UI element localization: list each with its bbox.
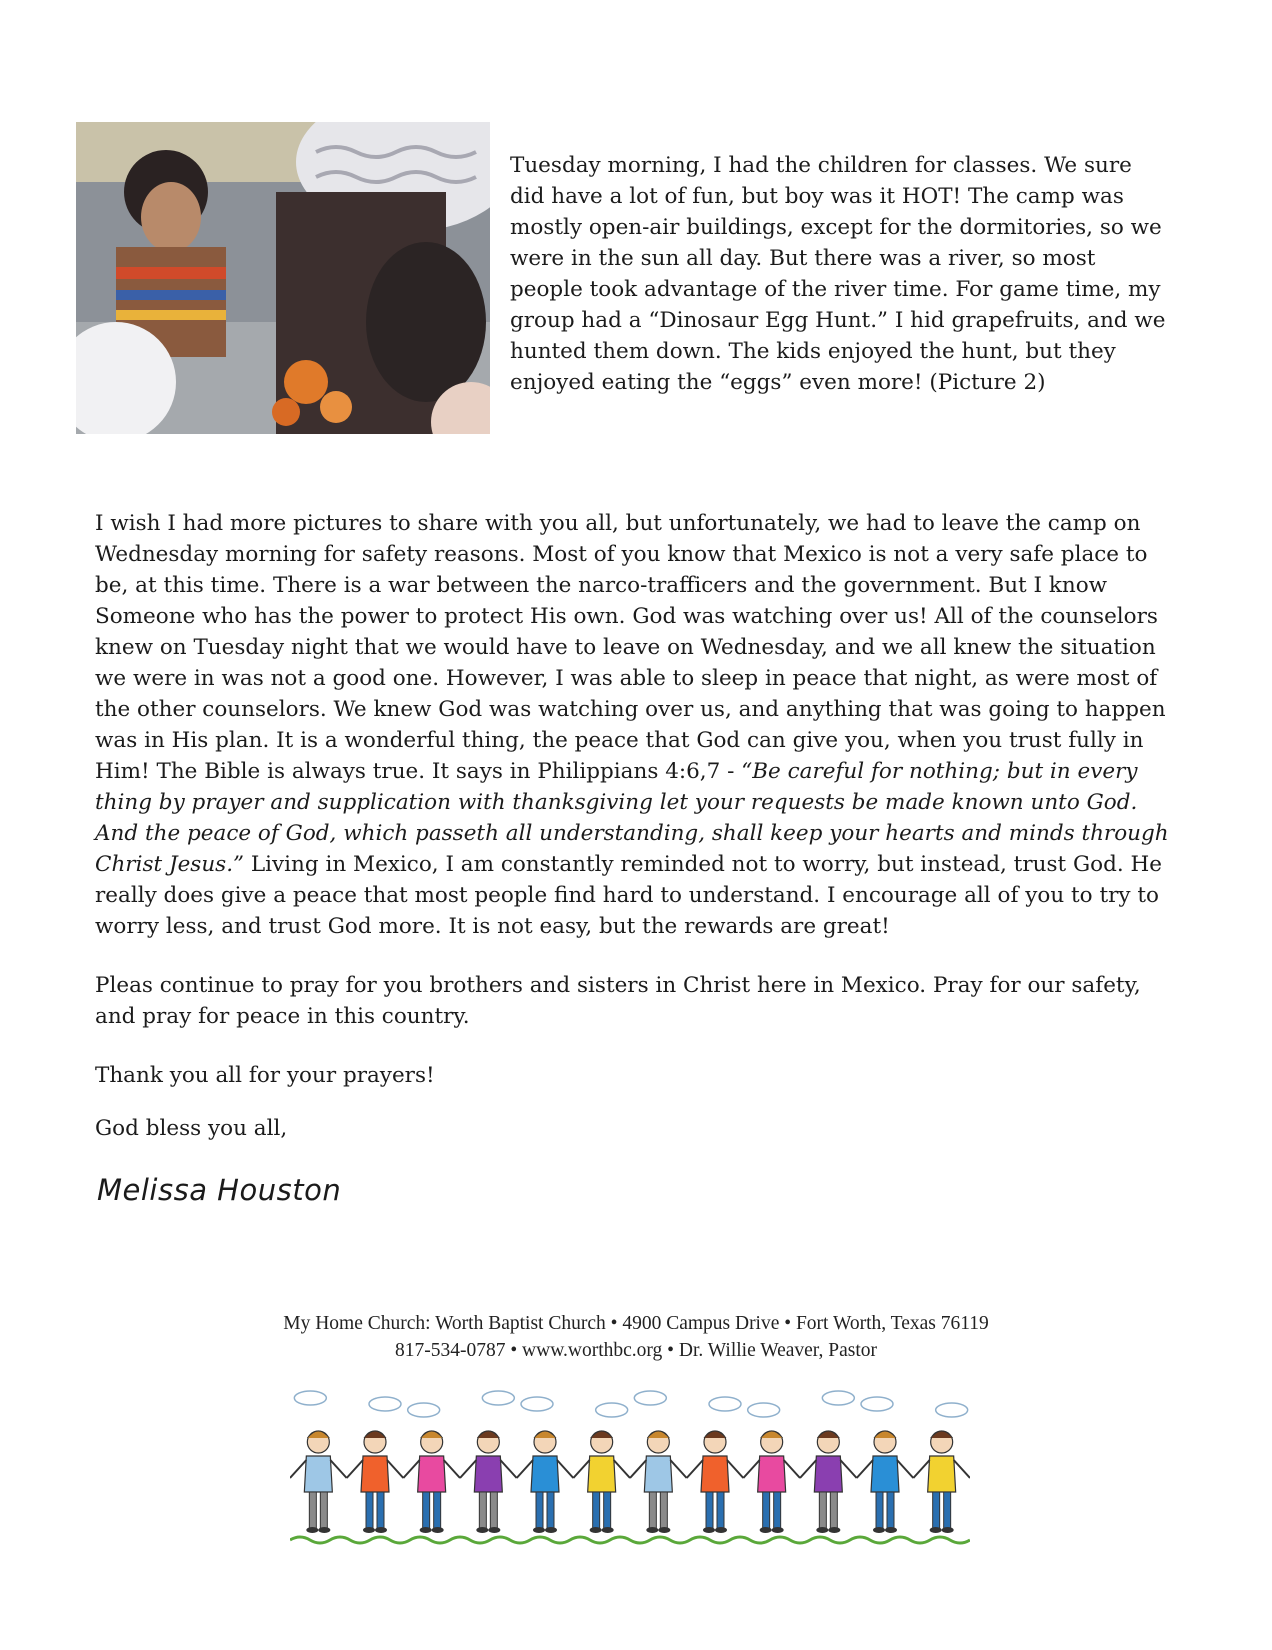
child-leg (434, 1492, 441, 1528)
child-leg (876, 1492, 883, 1528)
child-leg (366, 1492, 373, 1528)
child-shoe (533, 1527, 545, 1533)
child-shoe (760, 1527, 772, 1533)
child-hair (477, 1431, 499, 1438)
child-figure (290, 1391, 347, 1533)
cloud-icon (369, 1397, 401, 1411)
body-paragraph-1 (95, 508, 1175, 942)
child-figure (857, 1397, 914, 1533)
child-leg (649, 1492, 656, 1528)
child-shoe (715, 1527, 727, 1533)
cloud-icon (748, 1403, 780, 1417)
cloud-icon (709, 1397, 741, 1411)
child-shoe (488, 1527, 500, 1533)
footer-line-2: 817-534-0787 • www.worthbc.org • Dr. Willie Weaver, Pastor (394, 1340, 878, 1361)
child-arm (330, 1460, 346, 1478)
body-paragraph-3: Thank you all for your prayers! (95, 1063, 435, 1088)
child-body (644, 1456, 672, 1492)
child-leg (933, 1492, 940, 1528)
child-shoe (646, 1527, 658, 1533)
child-figure (800, 1391, 857, 1533)
child-arm (347, 1460, 363, 1478)
child-arm (913, 1460, 929, 1478)
child-leg (547, 1492, 554, 1528)
cloud-icon (861, 1397, 893, 1411)
child-arm (897, 1460, 913, 1478)
child-leg (423, 1492, 430, 1528)
child-hair (364, 1431, 386, 1438)
child-arm (800, 1460, 816, 1478)
child-figure (573, 1403, 630, 1533)
child-body (928, 1456, 956, 1492)
child-shoe (306, 1527, 318, 1533)
child-arm (687, 1460, 703, 1478)
child-shoe (828, 1527, 840, 1533)
body-paragraph-2: Pleas continue to pray for you brothers and sisters in Christ here in Mexico. Pray for our safety, and pray for peace in this country. (95, 973, 1141, 1029)
child-leg (320, 1492, 327, 1528)
grass-line (290, 1537, 970, 1543)
child-hair (307, 1431, 329, 1438)
child-shoe (658, 1527, 670, 1533)
scripture-quote: “Be careful for nothing; but in every thing by prayer and supplication with thanksgiving let your requests be made known unto God. And the peace of God, which passeth all understanding, shall keep your hearts and minds through Christ Jesus.” (95, 759, 1169, 877)
child-shoe (873, 1527, 885, 1533)
child-shoe (432, 1527, 444, 1533)
cloud-icon (596, 1403, 628, 1417)
child-body (588, 1456, 616, 1492)
child-leg (536, 1492, 543, 1528)
church-footer (0, 1310, 1272, 1364)
child-arm (630, 1460, 646, 1478)
child-arm (290, 1460, 306, 1478)
child-hair (874, 1431, 896, 1438)
child-figure (460, 1391, 517, 1533)
child-leg (309, 1492, 316, 1528)
child-shoe (772, 1527, 784, 1533)
intro-paragraph: Tuesday morning, I had the children for classes. We sure did have a lot of fun, but boy was it HOT! The camp was mostly open-air buildings, except for the dormitories, so we were in the sun all day. But there was a river, so most people took advantage of the river time. For game time, my group had a “Dinosaur Egg Hunt.” I hid grapefruits, and we hunted them down. The kids enjoyed the hunt, but they enjoyed eating the “eggs” even more! (Picture 2) (510, 153, 1166, 395)
child-figure (687, 1397, 744, 1533)
closing-line: God bless you all, (95, 1116, 288, 1141)
child-shoe (816, 1527, 828, 1533)
child-arm (517, 1460, 533, 1478)
child-arm (614, 1460, 630, 1478)
child-figure (347, 1397, 404, 1533)
child-arm (784, 1460, 800, 1478)
child-leg (774, 1492, 781, 1528)
child-shoe (703, 1527, 715, 1533)
child-leg (377, 1492, 384, 1528)
child-arm (500, 1460, 516, 1478)
child-leg (604, 1492, 611, 1528)
child-hair (931, 1431, 953, 1438)
child-leg (763, 1492, 770, 1528)
child-body (871, 1456, 899, 1492)
child-leg (706, 1492, 713, 1528)
cloud-icon (408, 1403, 440, 1417)
child-body (304, 1456, 332, 1492)
cloud-icon (521, 1397, 553, 1411)
child-figure (517, 1397, 574, 1533)
child-figure (403, 1403, 460, 1533)
child-arm (403, 1460, 419, 1478)
child-figure (913, 1403, 970, 1533)
child-leg (887, 1492, 894, 1528)
child-shoe (942, 1527, 954, 1533)
paragraph-1-text: I wish I had more pictures to share with you all, but unfortunately, we had to leave the camp on Wednesday morning for safety reasons. Most of you know that Mexico is not a very safe place to be, at this time. There is a war between the narco-trafficers and the government. But I know Someone who has the power to protect His own. God was watching over us! All of the counselors knew on Tuesday night that we would have to leave on Wednesday, and we all knew the situation we were in was not a good one. However, I was able to sleep in peace that night, as were most of the other counselors. We knew God was watching over us, and anything that was going to happen was in His plan. It is a wonderful thing, the peace that God can give you, when you trust fully in Him! The Bible is always true. It says in Philippians 4:6,7 - (95, 511, 1166, 784)
child-leg (830, 1492, 837, 1528)
child-figure (743, 1403, 800, 1533)
child-hair (704, 1431, 726, 1438)
child-shoe (930, 1527, 942, 1533)
child-shoe (545, 1527, 557, 1533)
child-shoe (318, 1527, 330, 1533)
child-body (701, 1456, 729, 1492)
child-shoe (476, 1527, 488, 1533)
child-hair (591, 1431, 613, 1438)
cloud-icon (936, 1403, 968, 1417)
child-arm (387, 1460, 403, 1478)
child-hair (421, 1431, 443, 1438)
child-body (474, 1456, 502, 1492)
cloud-icon (822, 1391, 854, 1405)
cloud-icon (294, 1391, 326, 1405)
children-row-graphic (290, 1380, 970, 1550)
child-shoe (363, 1527, 375, 1533)
child-arm (743, 1460, 759, 1478)
child-body (361, 1456, 389, 1492)
child-body (814, 1456, 842, 1492)
child-leg (593, 1492, 600, 1528)
child-figure (630, 1391, 687, 1533)
child-arm (840, 1460, 856, 1478)
child-leg (819, 1492, 826, 1528)
camp-photo (76, 122, 490, 434)
letter-body (95, 508, 1175, 1208)
child-body (758, 1456, 786, 1492)
child-shoe (375, 1527, 387, 1533)
child-body (531, 1456, 559, 1492)
child-body (418, 1456, 446, 1492)
child-shoe (590, 1527, 602, 1533)
child-leg (490, 1492, 497, 1528)
child-hair (647, 1431, 669, 1438)
child-shoe (420, 1527, 432, 1533)
child-shoe (602, 1527, 614, 1533)
signature: Melissa Houston (97, 1173, 342, 1207)
child-hair (761, 1431, 783, 1438)
child-arm (954, 1460, 970, 1478)
footer-line-1: My Home Church: Worth Baptist Church • 4900 Campus Drive • Fort Worth, Texas 76119 (283, 1313, 989, 1334)
child-arm (857, 1460, 873, 1478)
cloud-icon (634, 1391, 666, 1405)
child-leg (479, 1492, 486, 1528)
children-holding-hands-illustration (290, 1380, 970, 1550)
child-leg (717, 1492, 724, 1528)
child-hair (817, 1431, 839, 1438)
child-shoe (885, 1527, 897, 1533)
child-arm (557, 1460, 573, 1478)
child-arm (444, 1460, 460, 1478)
child-arm (573, 1460, 589, 1478)
child-leg (660, 1492, 667, 1528)
children-eating-grapefruit-photo (76, 122, 490, 434)
child-arm (670, 1460, 686, 1478)
child-arm (727, 1460, 743, 1478)
child-arm (460, 1460, 476, 1478)
child-leg (944, 1492, 951, 1528)
child-hair (534, 1431, 556, 1438)
cloud-icon (482, 1391, 514, 1405)
paragraph-1-text-end: Living in Mexico, I am constantly reminded not to worry, but instead, trust God. He really does give a peace that most people find hard to understand. I encourage all of you to try to worry less, and trust God more. It is not easy, but the rewards are great! (95, 852, 1162, 939)
